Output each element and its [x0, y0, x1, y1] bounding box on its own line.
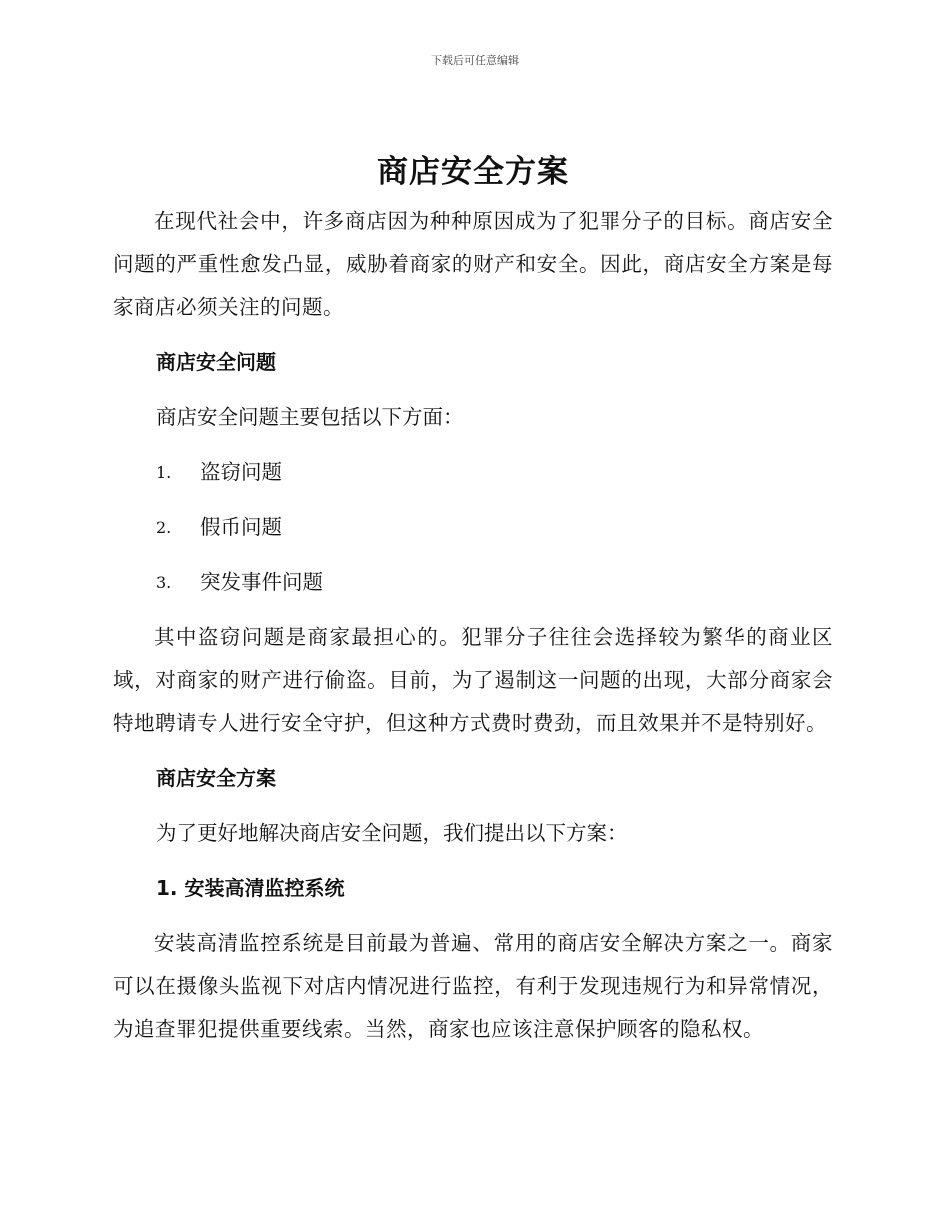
list-text: 假币问题 [200, 515, 282, 539]
list-number: 1. [156, 463, 172, 482]
list-text: 盗窃问题 [200, 460, 282, 484]
list-item [113, 506, 833, 549]
section-heading-problems: 商店安全问题 [156, 350, 276, 374]
intro-paragraph: 在现代社会中，许多商店因为种种原因成为了犯罪分子的目标。商店安全问题的严重性愈发凸显，威胁着商家的财产和安全。因此，商店安全方案是每家商店必须关注的问题。 [113, 209, 833, 319]
list-number: 3. [156, 573, 172, 592]
document-body [113, 148, 833, 1051]
solutions-lead: 为了更好地解决商店安全问题，我们提出以下方案： [156, 821, 628, 845]
subheading-surveillance: 1. 安装高清监控系统 [156, 876, 345, 900]
list-item [113, 561, 833, 604]
list-item [113, 451, 833, 494]
surveillance-paragraph: 安装高清监控系统是目前最为普遍、常用的商店安全解决方案之一。商家可以在摄像头监视下对店内情况进行监控，有利于发现违规行为和异常情况，为追查罪犯提供重要线索。当然，商家也应该注意保护顾客的隐私权。 [113, 931, 833, 1041]
theft-paragraph: 其中盗窃问题是商家最担心的。犯罪分子往往会选择较为繁华的商业区域，对商家的财产进行偷盗。目前，为了遏制这一问题的出现，大部分商家会特地聘请专人进行安全守护，但这种方式费时费劲，而且效果并不是特别好。 [113, 625, 833, 735]
problems-lead: 商店安全问题主要包括以下方面： [156, 405, 464, 429]
list-text: 突发事件问题 [200, 570, 323, 594]
list-number: 2. [156, 518, 172, 537]
page-header: 下载后可任意编辑 [431, 54, 519, 67]
section-heading-solutions: 商店安全方案 [156, 766, 276, 790]
document-title: 商店安全方案 [377, 154, 569, 190]
